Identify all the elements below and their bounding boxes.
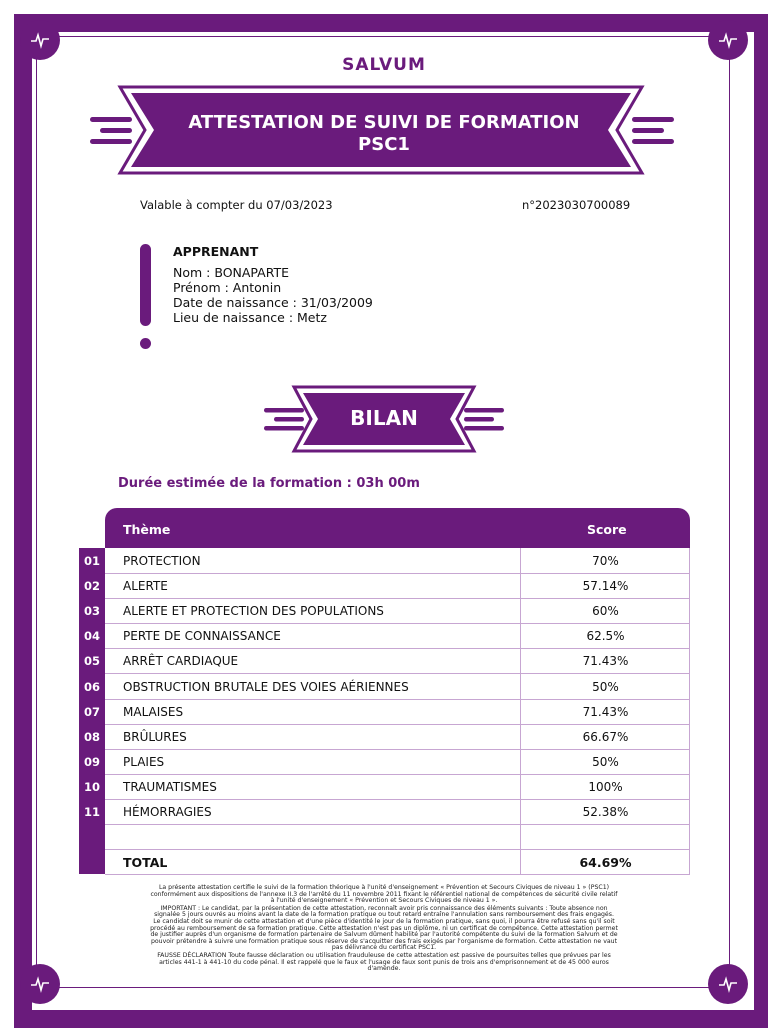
table-row (83, 623, 690, 649)
learner-last-name: Nom : BONAPARTE (173, 265, 290, 280)
bilan-title: BILAN (350, 406, 418, 430)
row-score: 71.43% (582, 654, 629, 669)
row-theme: BRÛLURES (123, 729, 187, 744)
row-score: 62.5% (586, 629, 625, 644)
column-header-theme: Thème (123, 522, 171, 537)
row-score: 52.38% (582, 805, 629, 819)
learner-accent-dot (140, 338, 151, 349)
table-row (83, 749, 690, 775)
row-theme: MALAISES (123, 704, 184, 719)
row-theme: HÉMORRAGIES (123, 805, 212, 819)
table-row (83, 674, 690, 700)
row-number: 03 (83, 604, 100, 619)
table-row (83, 573, 690, 599)
table-header (105, 508, 690, 548)
salvum-logo: SALVUM (342, 55, 426, 75)
row-number: 08 (83, 729, 100, 744)
row-number: 10 (83, 779, 100, 794)
row-score: 100% (588, 779, 623, 794)
row-score: 57.14% (582, 579, 629, 594)
row-number: 04 (83, 629, 100, 644)
row-theme: ARRÊT CARDIAQUE (123, 654, 239, 669)
table-row (83, 598, 690, 624)
corner-pulse-icon (20, 20, 60, 60)
row-theme: ALERTE (123, 579, 168, 594)
total-score: 64.69% (579, 855, 632, 870)
row-number: 06 (83, 679, 100, 694)
row-score: 50% (592, 679, 619, 694)
row-theme: ALERTE ET PROTECTION DES POPULATIONS (123, 604, 384, 619)
learner-info (173, 244, 373, 325)
table-row (83, 724, 690, 750)
table-row (83, 799, 690, 825)
learner-birth-date: Date de naissance : 31/03/2009 (173, 295, 373, 310)
training-duration: Durée estimée de la formation : 03h 00m (118, 476, 420, 491)
row-theme: PLAIES (123, 754, 165, 769)
row-number: 07 (83, 704, 100, 719)
total-label: TOTAL (123, 855, 168, 870)
row-number: 01 (83, 554, 100, 568)
corner-pulse-icon (20, 964, 60, 1004)
row-theme: PROTECTION (123, 554, 201, 568)
row-number: 11 (83, 805, 100, 819)
row-score: 71.43% (582, 704, 629, 719)
row-score: 66.67% (582, 729, 629, 744)
row-score: 70% (592, 554, 619, 568)
legal-notice (150, 885, 618, 974)
learner-birth-place: Lieu de naissance : Metz (173, 310, 327, 325)
empty-row (105, 824, 690, 850)
certificate-number: n°2023030700089 (522, 198, 631, 212)
row-number: 09 (83, 754, 100, 769)
page-subtitle: PSC1 (358, 134, 410, 155)
row-score: 50% (592, 754, 619, 769)
column-header-score: Score (587, 522, 627, 537)
table-row (83, 699, 690, 725)
row-number: 05 (83, 654, 100, 669)
row-theme: OBSTRUCTION BRUTALE DES VOIES AÉRIENNES (123, 679, 409, 694)
bilan-banner (0, 385, 768, 453)
legal-paragraph: IMPORTANT : Le candidat, par la présentation de cette attestation, reconnaît avoir pris connaissance des éléments suivants : Toute absence non signalée 5 jours ouvrés au moins avant la date de la formation pratique ou tout retard entraîne l'annulation sans remboursement des frais engagés. Le candidat doit se munir de cette attestation et d'une pièce d'identité le jour de la formation pratique, sans quoi, il pourra être refusé sans qu'il soit procédé au remboursement de sa formation pratique. Cette attestation n'est pas un diplôme, ni un certificat de compétence. Cette attestation permet de justifier auprès d'un organisme de formation partenaire de Salvum dûment habilité par l'autorité compétente du suivi de la formation Salvum et de pouvoir prétendre à suivre une formation pratique sous réserve de s'acquitter des frais exigés par l'organisme de formation. Cette attestation ne vaut pas délivrance du certificat PSC1. (150, 904, 618, 952)
row-number: 02 (83, 579, 100, 594)
total-row (105, 849, 690, 875)
validity-date: Valable à compter du 07/03/2023 (140, 198, 333, 212)
row-theme: TRAUMATISMES (123, 779, 217, 794)
legal-paragraph: FAUSSE DÉCLARATION Toute fausse déclaration ou utilisation frauduleuse de cette attestation est passive de poursuites telles que prévues par les articles 441-1 à 441-10 du code pénal. Il est rappelé que le faux et l'usage de faux sont punis de trois ans d'emprisonnement et de 45 000 euros d'amende. (157, 951, 611, 973)
row-theme: PERTE DE CONNAISSANCE (123, 629, 281, 644)
learner-accent-bar (140, 244, 151, 326)
page-title: ATTESTATION DE SUIVI DE FORMATION (188, 112, 580, 133)
corner-pulse-icon (708, 20, 748, 60)
table-row (83, 648, 690, 674)
table-row (83, 774, 690, 800)
row-score: 60% (592, 604, 619, 619)
column-divider (520, 824, 521, 849)
learner-first-name: Prénom : Antonin (173, 280, 282, 295)
corner-pulse-icon (708, 964, 748, 1004)
learner-heading: APPRENANT (173, 244, 259, 259)
legal-paragraph: La présente attestation certifie le suivi de la formation théorique à l'unité d'enseignement « Prévention et Secours Civiques de niveau 1 » (PSC1) conformément aux dispositions de l'annexe II.3 de l'arrêté du 11 novembre 2011 fixant le référentiel national de compétences de sécurité civile relatif à l'unité d'enseignement « Prévention et Secours Civiques de niveau 1 ». (150, 884, 618, 905)
title-banner (0, 84, 768, 176)
table-row (83, 548, 690, 574)
column-divider (689, 824, 690, 849)
